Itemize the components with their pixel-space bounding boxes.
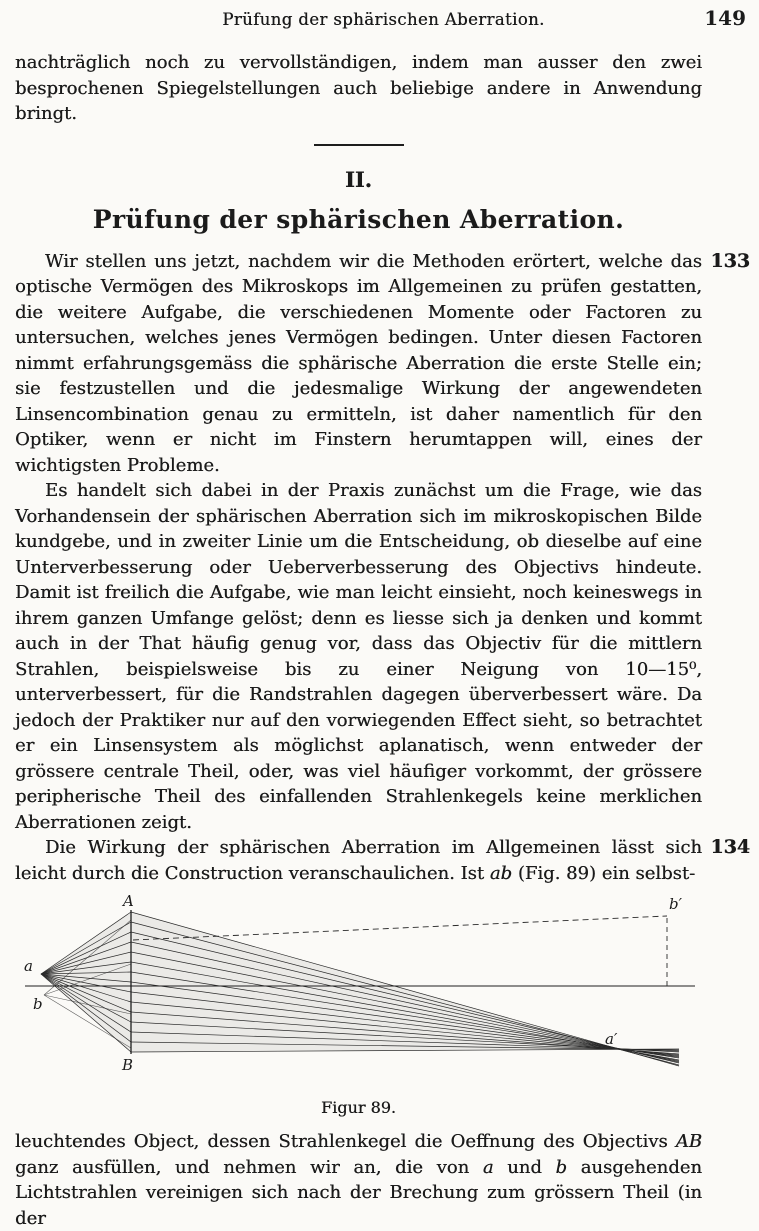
paragraph-unnumbered-text: Es handelt sich dabei in der Praxis zunächst um die Frage, wie das Vorhandensein der sphärischen Aberration sich im mikroskopischen Bilde kundgebe, und in zweiter Linie um die Entscheidung, ob dieselbe auf eine Unterverbesserung oder Ueberverbesserung des Objectivs hindeute. Damit ist freilich die Aufgabe, wie man leicht einsieht, noch keineswegs in ihrem ganzen Umfange gelöst; denn es liesse sich ja denken und kommt auch in der That häufig genug vor, dass das Objectiv für die mittlern Strahlen, beispielsweise bis zu einer Neigung von 10—15⁰, unterverbessert, für die Randstrahlen dagegen überverbessert wäre. Da jedoch der Praktiker nur auf den vorwiegenden Effect sieht, so betrachtet er ein Linsensystem als möglichst aplanatisch, wenn entweder der grössere centrale Theil, oder, was viel häufiger vorkommt, der grössere peripherische Theil des einfallenden Strahlenkegels keine merklichen Aberrationen zeigt. [15,480,702,833]
figure-89-ray-diagram [19,894,699,1094]
running-title: Prüfung der sphärischen Aberration. [222,10,545,29]
paragraph-133 [15,249,750,479]
page-header [15,6,746,34]
paragraph-133-text: Wir stellen uns jetzt, nachdem wir die Methoden erörtert, welche das optische Vermögen des Mikroskops im Allgemeinen zu prüfen gestatten, die weitere Aufgabe, die verschiedenen Momente oder Factoren zu untersuchen, welches jenes Vermögen bedingen. Unter diesen Factoren nimmt erfahrungsgemäss die sphärische Aberration die erste Stelle ein; sie festzustellen und die jedesmalige Wirkung der angewendeten Linsencombination genau zu ermitteln, ist daher namentlich für den Optiker, wenn er nicht im Finstern herumtappen will, eines der wichtigsten Probleme. [15,250,702,476]
margin-number-134: 134 [710,836,750,858]
page-number: 149 [704,6,746,30]
paragraph-unnumbered [15,478,702,835]
figure-label-b: b [32,995,43,1013]
section-title: Prüfung der sphärischen Aberration. [92,204,625,234]
intro-paragraph: nachträglich noch zu vervollständigen, indem man ausser den zwei besprochenen Spiegelstellungen auch beliebige andere in Anwendung bringt. [15,52,702,124]
figure-89 [15,894,702,1117]
section-number: II. [345,166,372,192]
figure-label-a-prime: a′ [604,1030,617,1048]
section-divider-rule [314,144,404,146]
figure-label-A: A [122,894,134,910]
paragraph-134-text: Die Wirkung der sphärischen Aberration im Allgemeinen lässt sich leicht durch die Construction veranschaulichen. Ist ab (Fig. 89) ein selbst- [15,837,702,884]
figure-label-B: B [121,1056,133,1074]
figure-caption: Figur 89. [321,1098,396,1117]
figure-label-a: a [23,957,33,975]
figure-label-b-prime: b′ [668,895,682,913]
margin-number-133: 133 [710,249,750,272]
paragraph-134 [15,835,750,886]
outro-paragraph: leuchtendes Object, dessen Strahlenkegel die Oeffnung des Objectivs AB ganz ausfüllen, und nehmen wir an, die von a und b ausgehenden Lichtstrahlen vereinigen sich nach der Brechung zum grössern Theil (in der [15,1131,702,1229]
dashed-ray-to-b-prime [133,916,667,940]
